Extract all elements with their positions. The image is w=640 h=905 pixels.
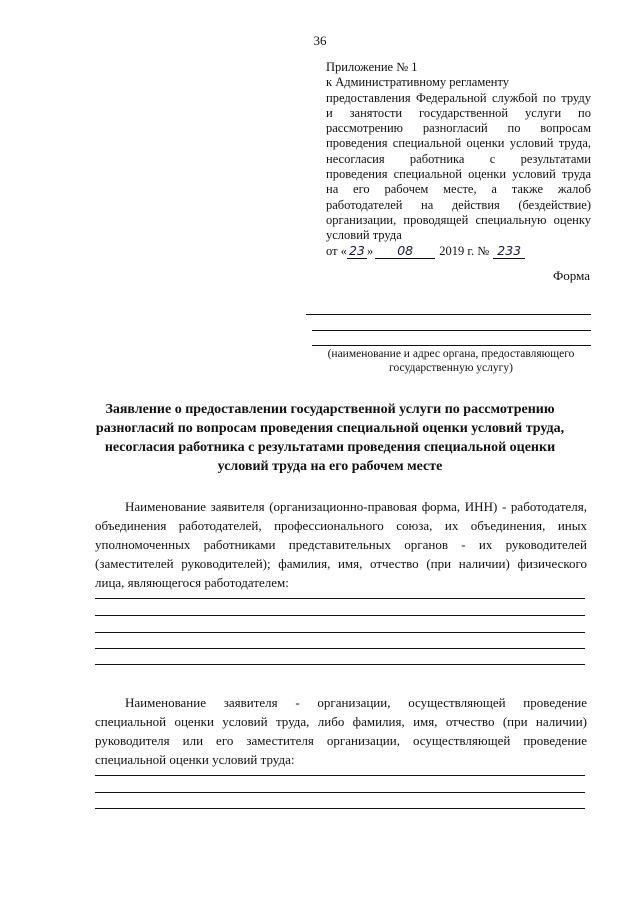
date-prefix: от « — [326, 243, 347, 258]
applicant-section-2 — [95, 693, 587, 769]
form-label: Форма — [553, 268, 590, 283]
org-caption: (наименование и адрес органа, предоставляющего государственную услугу) — [327, 348, 575, 374]
appendix-line: условий труда — [326, 228, 402, 243]
appendix-line: предоставления Федеральной службой по труду — [326, 90, 591, 105]
appendix-line: Приложение № 1 — [326, 60, 418, 74]
date-mid: » — [366, 243, 374, 258]
applicant-2-blank-line[interactable] — [95, 792, 585, 793]
applicant-section-1-text: Наименование заявителя (организационно-правовая форма, ИНН) - работодателя, объединения работодателей, профессионального союза, их объединения, иных уполномоченных работниками представительных органов - их руководителей (заместителей руководителей); фамилия, имя, отчество (при наличии) физического лица, являющегося работодателем: — [95, 499, 587, 590]
applicant-1-blank-line[interactable] — [95, 598, 585, 599]
date-month-handwritten: 08 — [375, 244, 435, 259]
appendix-line: рассмотрению разногласий по вопросам — [326, 121, 591, 136]
appendix-line: на его рабочем месте, а также жалоб — [326, 182, 591, 197]
applicant-2-blank-line[interactable] — [95, 775, 585, 776]
applicant-1-blank-line[interactable] — [95, 648, 585, 649]
applicant-section-1 — [95, 497, 587, 592]
appendix-line: проведения специальной оценки условий труда, — [326, 136, 591, 151]
applicant-1-blank-line[interactable] — [95, 664, 585, 665]
applicant-1-blank-line[interactable] — [95, 615, 585, 616]
org-blank-line[interactable] — [312, 345, 591, 346]
appendix-line: к Административному регламенту — [326, 75, 510, 90]
order-number-handwritten: 233 — [493, 244, 525, 259]
appendix-line: работодателей на действия (бездействие) — [326, 197, 591, 212]
date-day-handwritten: 23 — [347, 244, 367, 259]
applicant-2-blank-line[interactable] — [95, 808, 585, 809]
page-number: 36 — [313, 33, 327, 48]
appendix-line: несогласия работника с результатами — [326, 151, 591, 166]
org-blank-line[interactable] — [312, 330, 591, 331]
date-year: 2019 г. № — [439, 243, 490, 258]
appendix-line: организации, проводящей специальную оценку — [326, 212, 591, 227]
applicant-1-blank-line[interactable] — [95, 632, 585, 633]
order-date-line — [326, 244, 591, 259]
document-title: Заявление о предоставлении государственной услуги по рассмотрению разногласий по вопросам проведения специальной оценки условий труда, несогласия работника с результатами проведения специальной оценки условий труда на его рабочем месте — [95, 402, 565, 474]
org-blank-line[interactable] — [306, 314, 591, 315]
appendix-header — [326, 60, 591, 259]
appendix-line: и занятости государственной услуги по — [326, 105, 591, 120]
applicant-section-2-text: Наименование заявителя - организации, осуществляющей проведение специальной оценки условий труда, либо фамилия, имя, отчество (при наличии) руководителя или его заместителя организации, осуществляющей проведение специальной оценки условий труда: — [95, 695, 587, 767]
appendix-line: проведения специальной оценки условий труда — [326, 167, 591, 182]
